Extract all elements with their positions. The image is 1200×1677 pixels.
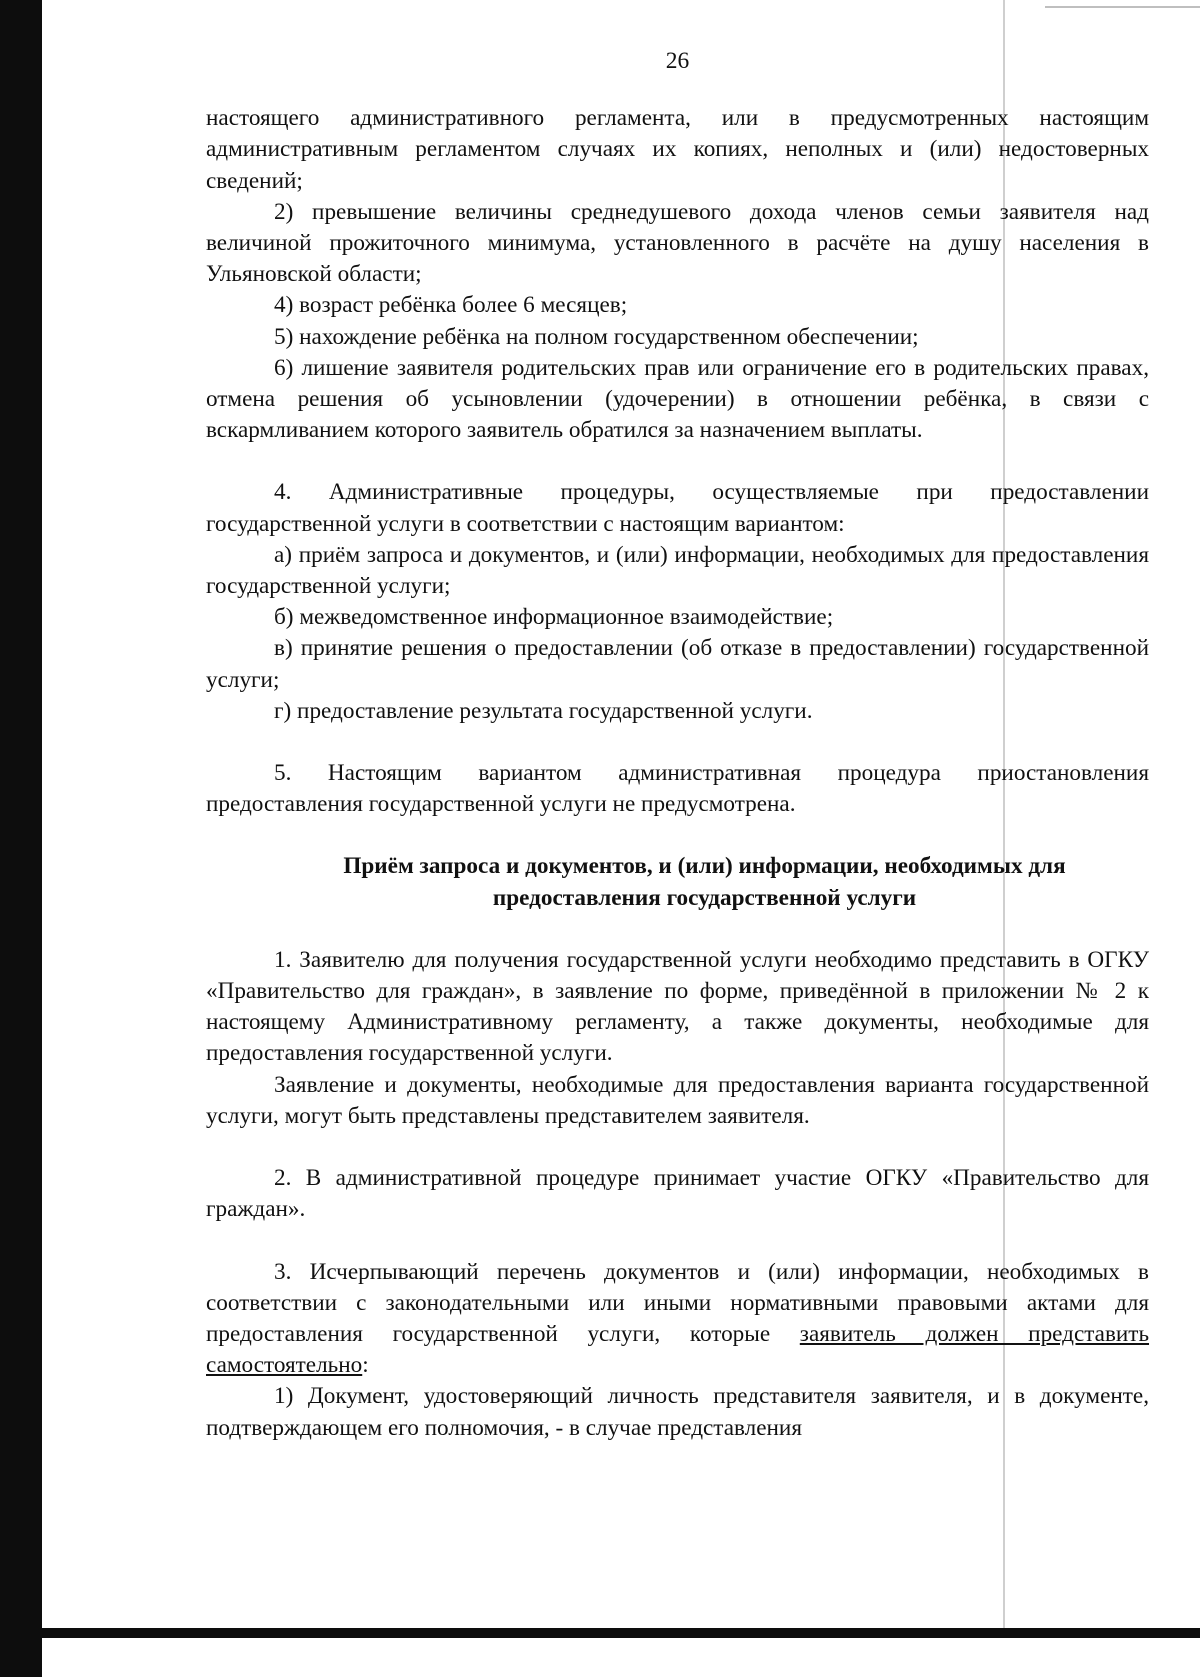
- paragraph: 1. Заявителю для получения государственной услуги необходимо представить в ОГКУ «Правительство для граждан», в заявление по форме, приведённой в приложении № 2 к настоящему Административному регламенту, а также документы, необходимые для предоставления государственной услуги.: [206, 946, 1149, 1067]
- section-heading: [206, 851, 1149, 913]
- list-item: а) приём запроса и документов, и (или) информации, необходимых для предоставления государственной услуги;: [206, 541, 1149, 600]
- underlined-text: заявитель должен представить самостоятельно: [206, 1320, 1150, 1379]
- scan-border-bottom: [42, 1628, 1200, 1638]
- paragraph: 4. Административные процедуры, осуществляемые при предоставлении государственной услуги в соответствии с настоящим вариантом:: [206, 479, 1149, 537]
- paragraph-text: 3. Исчерпывающий перечень документов и (или) информации, необходимых в соответствии с законодательными или иными нормативными правовыми актами для предоставления государственной услуги, которые: [206, 1258, 1149, 1347]
- scan-border-left: [0, 0, 42, 1677]
- paragraph-text-end: :: [362, 1352, 369, 1379]
- list-item: 5) нахождение ребёнка на полном государственном обеспечении;: [274, 323, 919, 350]
- section-heading-line: предоставления государственной услуги: [492, 884, 917, 911]
- paragraph: настоящего административного регламента, или в предусмотренных настоящим административным регламентом случаях их копиях, неполных и (или) недостоверных сведений;: [206, 105, 1149, 194]
- list-item: б) межведомственное информационное взаимодействие;: [274, 604, 834, 631]
- list-item: в) принятие решения о предоставлении (об отказе в предоставлении) государственной услуги;: [206, 635, 1149, 693]
- scan-corner-line: [1045, 6, 1200, 8]
- section-heading-line: Приём запроса и документов, и (или) информации, необходимых для: [343, 853, 1066, 880]
- paragraph: 5. Настоящим вариантом административная процедура приостановления предоставления государственной услуги не предусмотрена.: [206, 760, 1149, 818]
- paragraph: [206, 1257, 1149, 1382]
- paragraph: Заявление и документы, необходимые для предоставления варианта государственной услуги, могут быть представлены представителем заявителя.: [206, 1071, 1149, 1129]
- document-page: [206, 46, 1149, 1444]
- list-item: 2) превышение величины среднедушевого дохода членов семьи заявителя над величиной прожиточного минимума, установленного в расчёте на душу населения в Ульяновской области;: [206, 198, 1149, 288]
- list-item: 6) лишение заявителя родительских прав или ограничение его в родительских правах, отмена решения об усыновлении (удочерении) в отношении ребёнка, в связи с вскармливанием которого заявитель обратился за назначением выплаты.: [206, 354, 1149, 444]
- paragraph: 1) Документ, удостоверяющий личность представителя заявителя, и в документе, подтверждающем его полномочия, - в случае представления: [206, 1383, 1149, 1441]
- paragraph: 2. В административной процедуре принимает участие ОГКУ «Правительство для граждан».: [206, 1165, 1149, 1223]
- list-item: 4) возраст ребёнка более 6 месяцев;: [274, 292, 628, 319]
- list-item: г) предоставление результата государственной услуги.: [274, 697, 813, 724]
- page-number: 26: [665, 48, 690, 74]
